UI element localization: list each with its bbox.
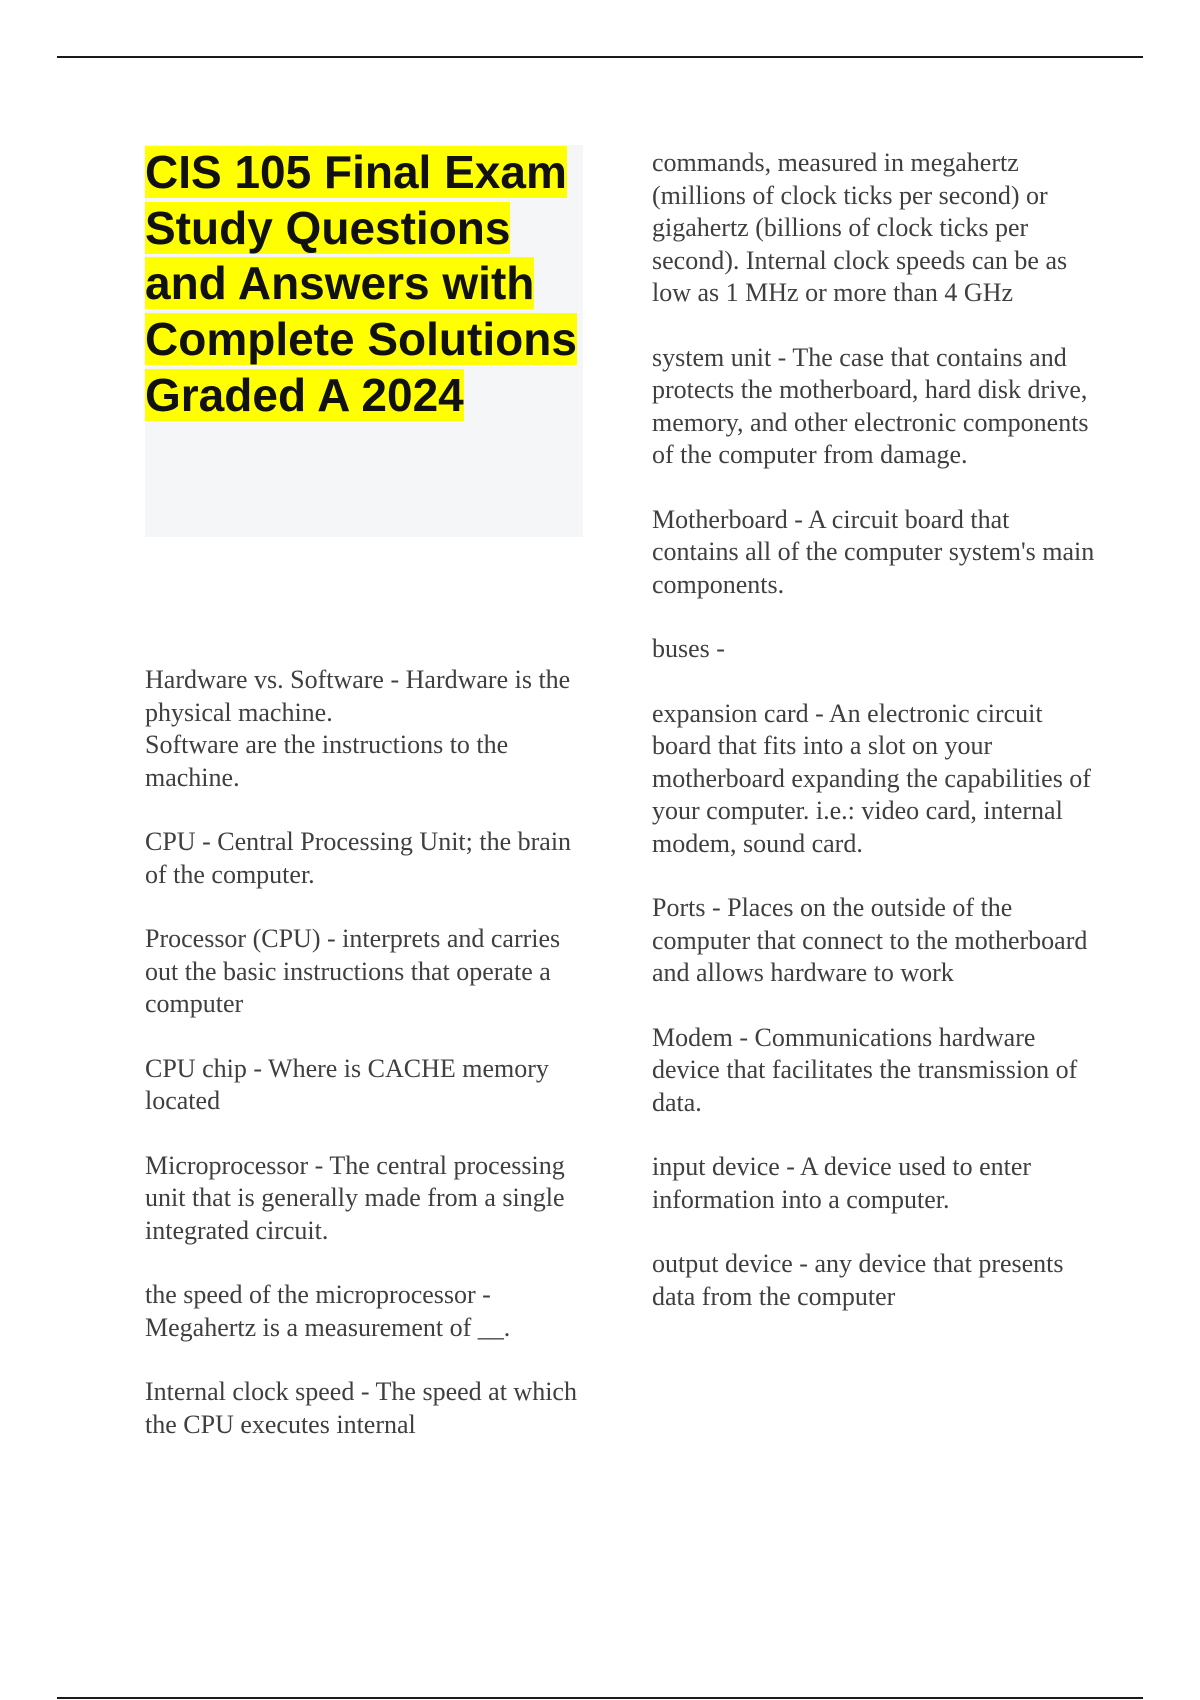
title-box bbox=[145, 145, 583, 537]
qa-entry-motherboard: Motherboard - A circuit board that contains all of the computer system's main components. bbox=[652, 504, 1095, 599]
qa-entry-internal-clock-speed-continued: commands, measured in megahertz (millions of clock ticks per second) or gigahertz (billions of clock ticks per second). Internal clock speeds can be as low as 1 MHz or more than 4 GHz bbox=[652, 148, 1068, 307]
qa-entry-processor: Processor (CPU) - interprets and carries out the basic instructions that operate a computer bbox=[145, 924, 561, 1018]
qa-entry-buses: buses - bbox=[652, 634, 725, 663]
top-rule bbox=[57, 56, 1143, 58]
document-title-highlight: CIS 105 Final Exam Study Questions and Answers with Complete Solutions Graded A 2024 bbox=[145, 146, 577, 421]
qa-entry-cpu-chip: CPU chip - Where is CACHE memory located bbox=[145, 1053, 549, 1115]
qa-entry-output-device: output device - any device that presents data from the computer bbox=[652, 1249, 1064, 1311]
left-column bbox=[145, 664, 595, 1473]
qa-entry-hardware-vs-software: Hardware vs. Software - Hardware is the physical machine. Software are the instructions to the machine. bbox=[145, 665, 571, 792]
right-column bbox=[652, 147, 1102, 1345]
qa-entry-cpu: CPU - Central Processing Unit; the brain of the computer. bbox=[145, 827, 572, 889]
qa-entry-ports: Ports - Places on the outside of the computer that connect to the motherboard and allows hardware to work bbox=[652, 893, 1088, 987]
qa-entry-microprocessor: Microprocessor - The central processing unit that is generally made from a single integrated circuit. bbox=[145, 1150, 565, 1245]
qa-entry-system-unit: system unit - The case that contains and protects the motherboard, hard disk drive, memory, and other electronic components of the computer from damage. bbox=[652, 342, 1089, 469]
qa-entry-expansion-card: expansion card - An electronic circuit board that fits into a slot on your motherboard expanding the capabilities of your computer. i.e.: video card, internal modem, sound card. bbox=[652, 698, 1091, 858]
bottom-rule bbox=[57, 1697, 1143, 1699]
qa-entry-input-device: input device - A device used to enter information into a computer. bbox=[652, 1152, 1032, 1214]
qa-entry-modem: Modem - Communications hardware device that facilitates the transmission of data. bbox=[652, 1022, 1078, 1117]
qa-entry-speed-of-microprocessor: the speed of the microprocessor - Megahertz is a measurement of __. bbox=[145, 1280, 511, 1342]
qa-entry-internal-clock-speed: Internal clock speed - The speed at which the CPU executes internal bbox=[145, 1377, 577, 1439]
document-title bbox=[145, 145, 583, 424]
